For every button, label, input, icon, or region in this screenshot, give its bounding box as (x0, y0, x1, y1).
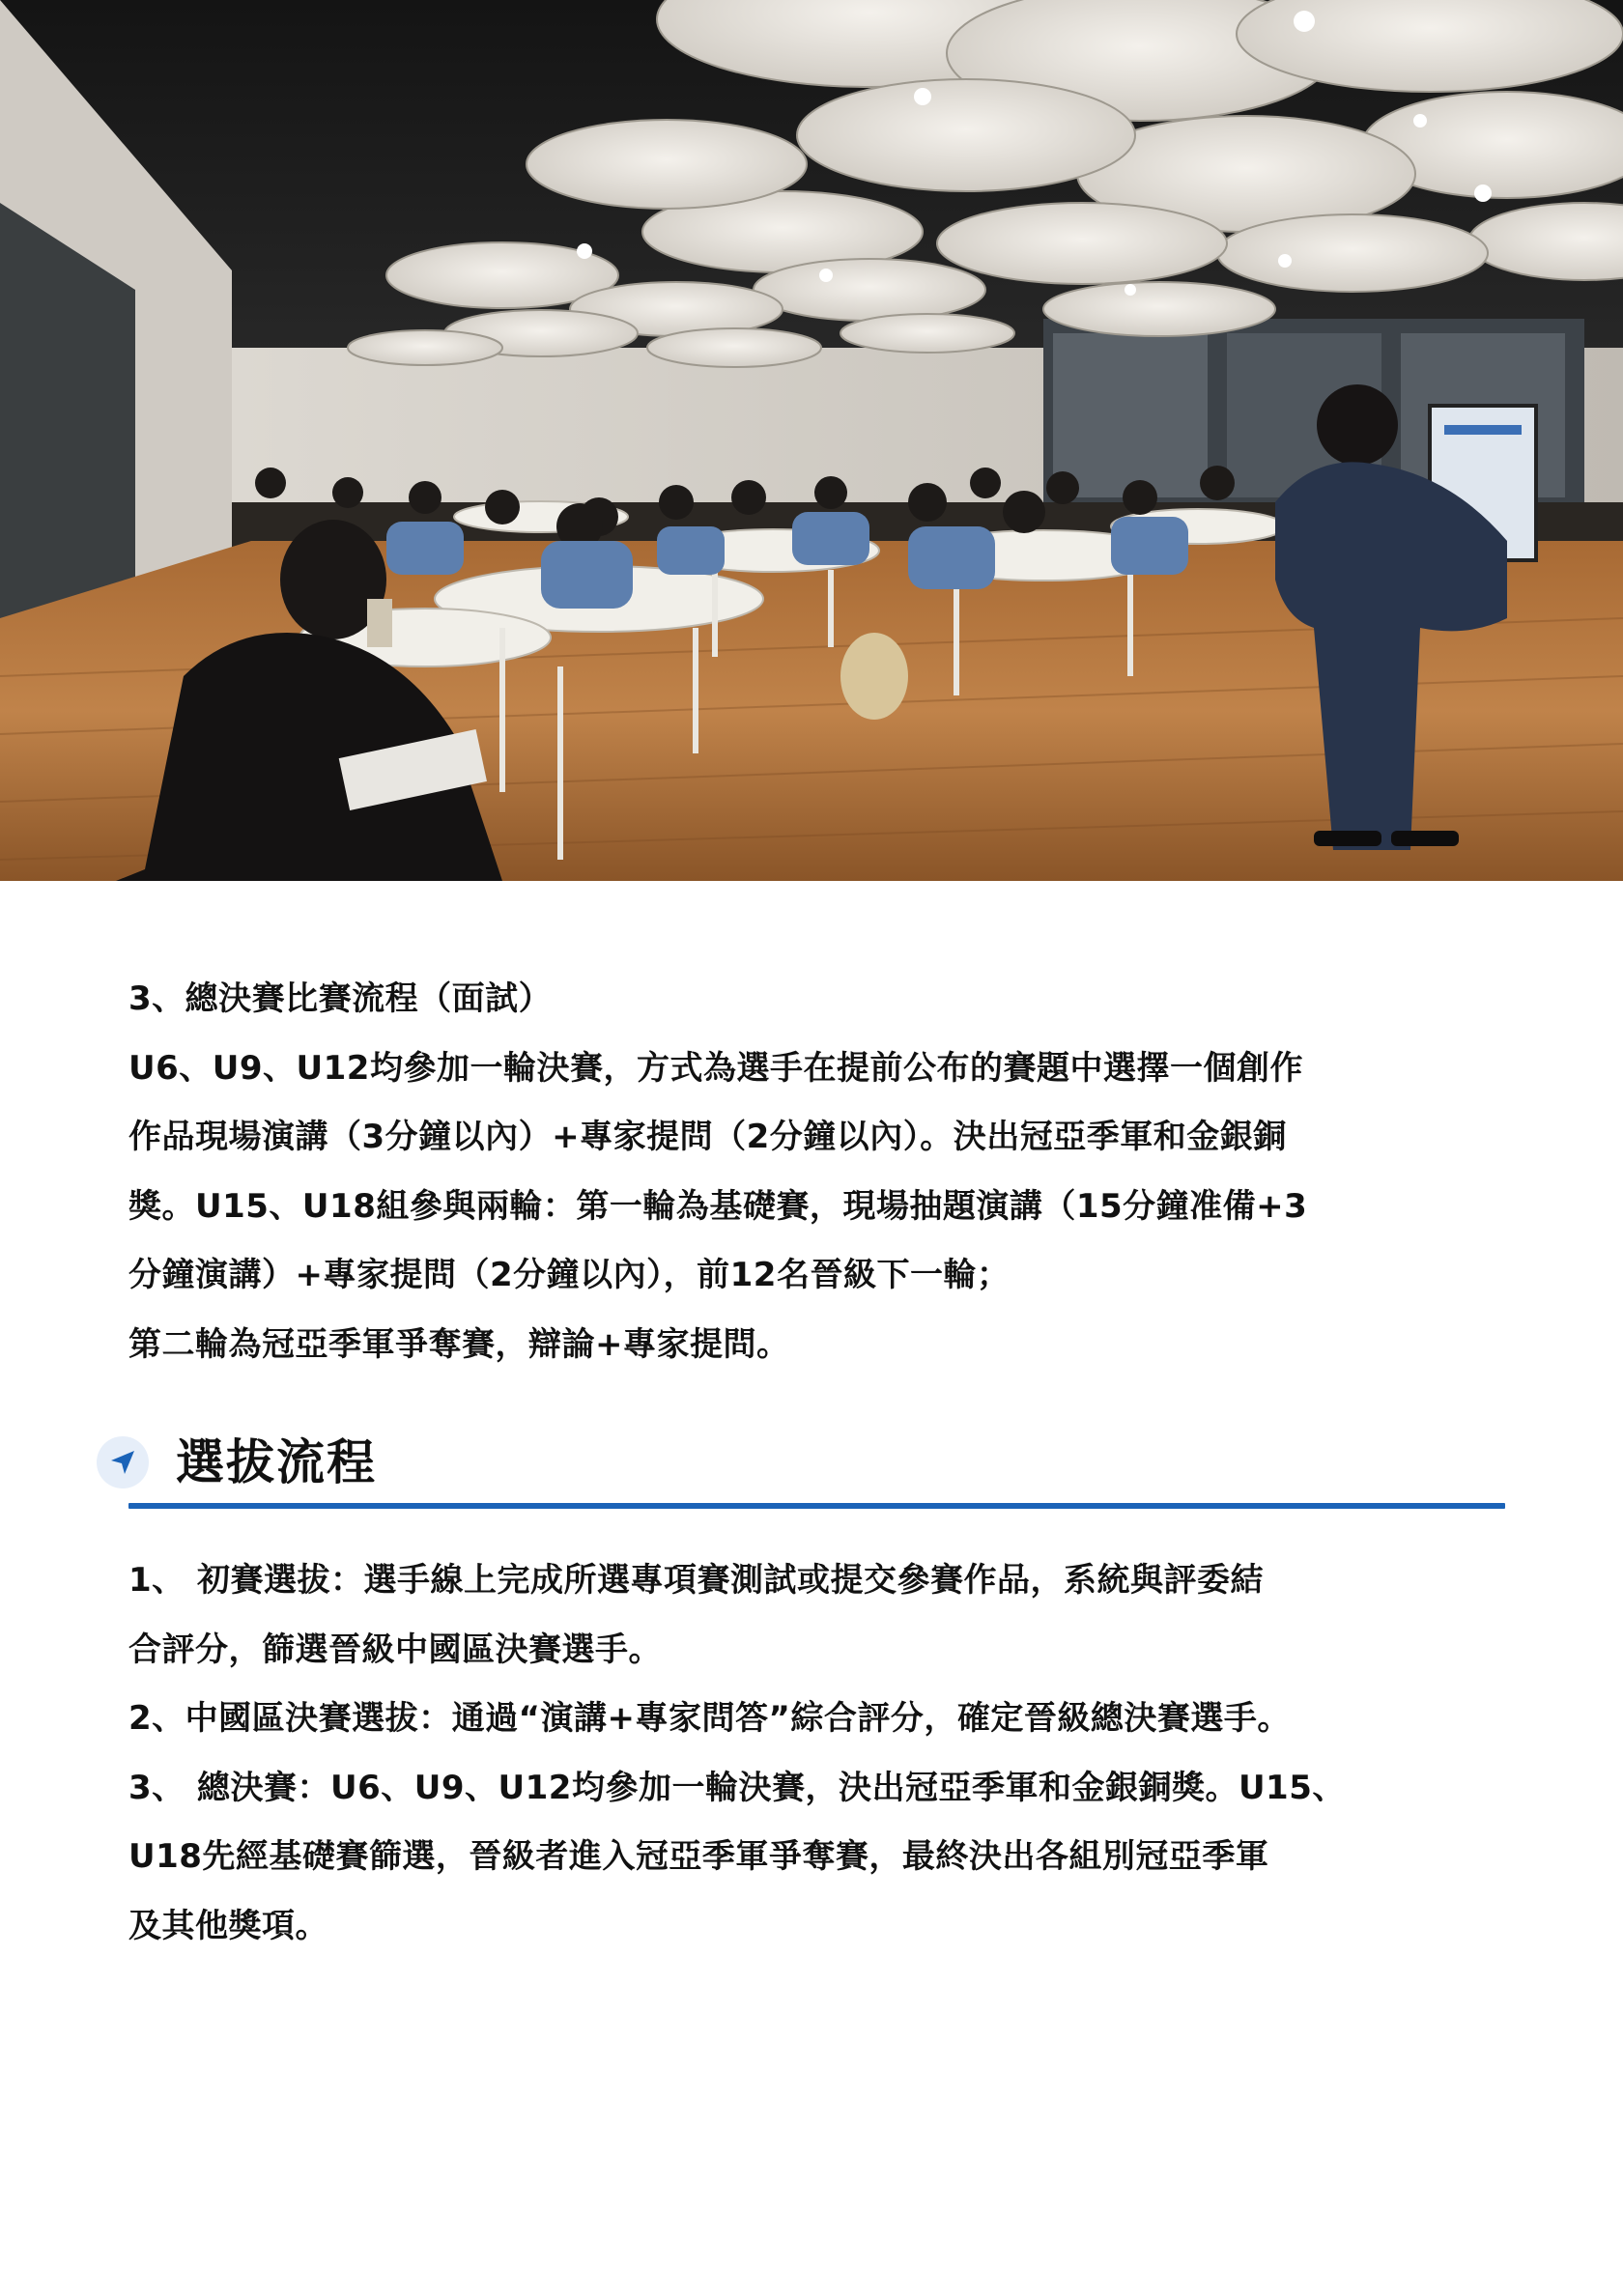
classroom-lecture-photo (0, 0, 1623, 881)
list-item: 2、中國區決賽選拔：通過“演講+專家問答”綜合評分，確定晉級總決賽選手。 (128, 1699, 1291, 1738)
selection-process-list (128, 1546, 1500, 1961)
section-title: 選拔流程 (176, 1434, 377, 1490)
final-process-section (128, 965, 1500, 1379)
section-divider (128, 1503, 1505, 1509)
text-line: U6、U9、U12均參加一輪決賽，方式為選手在提前公布的賽題中選擇一個創作 (128, 1048, 1303, 1088)
navigation-arrow-icon (97, 1436, 149, 1488)
list-item: 合評分，篩選晉級中國區決賽選手。 (128, 1630, 662, 1669)
list-item: U18先經基礎賽篩選，晉級者進入冠亞季軍爭奪賽，最終決出各組別冠亞季軍 (128, 1837, 1269, 1876)
list-item: 3、 總決賽：U6、U9、U12均參加一輪決賽，決出冠亞季軍和金銀銅獎。U15、 (128, 1768, 1346, 1807)
list-item: 及其他獎項。 (128, 1906, 328, 1945)
text-line: 分鐘演講）+專家提問（2分鐘以內），前12名晉級下一輪； (128, 1256, 1011, 1294)
selection-process-heading (97, 1420, 1507, 1509)
text-line: 第二輪為冠亞季軍爭奪賽，辯論+專家提問。 (128, 1324, 790, 1364)
final-process-title: 3、總決賽比賽流程（面試） (128, 979, 553, 1018)
text-line: 作品現場演講（3分鐘以內）+專家提問（2分鐘以內）。決出冠亞季軍和金銀銅 (128, 1118, 1287, 1156)
text-line: 獎。U15、U18組參與兩輪：第一輪為基礎賽，現場抽題演講（15分鐘准備+3 (128, 1186, 1308, 1226)
list-item: 1、 初賽選拔：選手線上完成所選專項賽測試或提交參賽作品，系統與評委結 (128, 1561, 1264, 1600)
